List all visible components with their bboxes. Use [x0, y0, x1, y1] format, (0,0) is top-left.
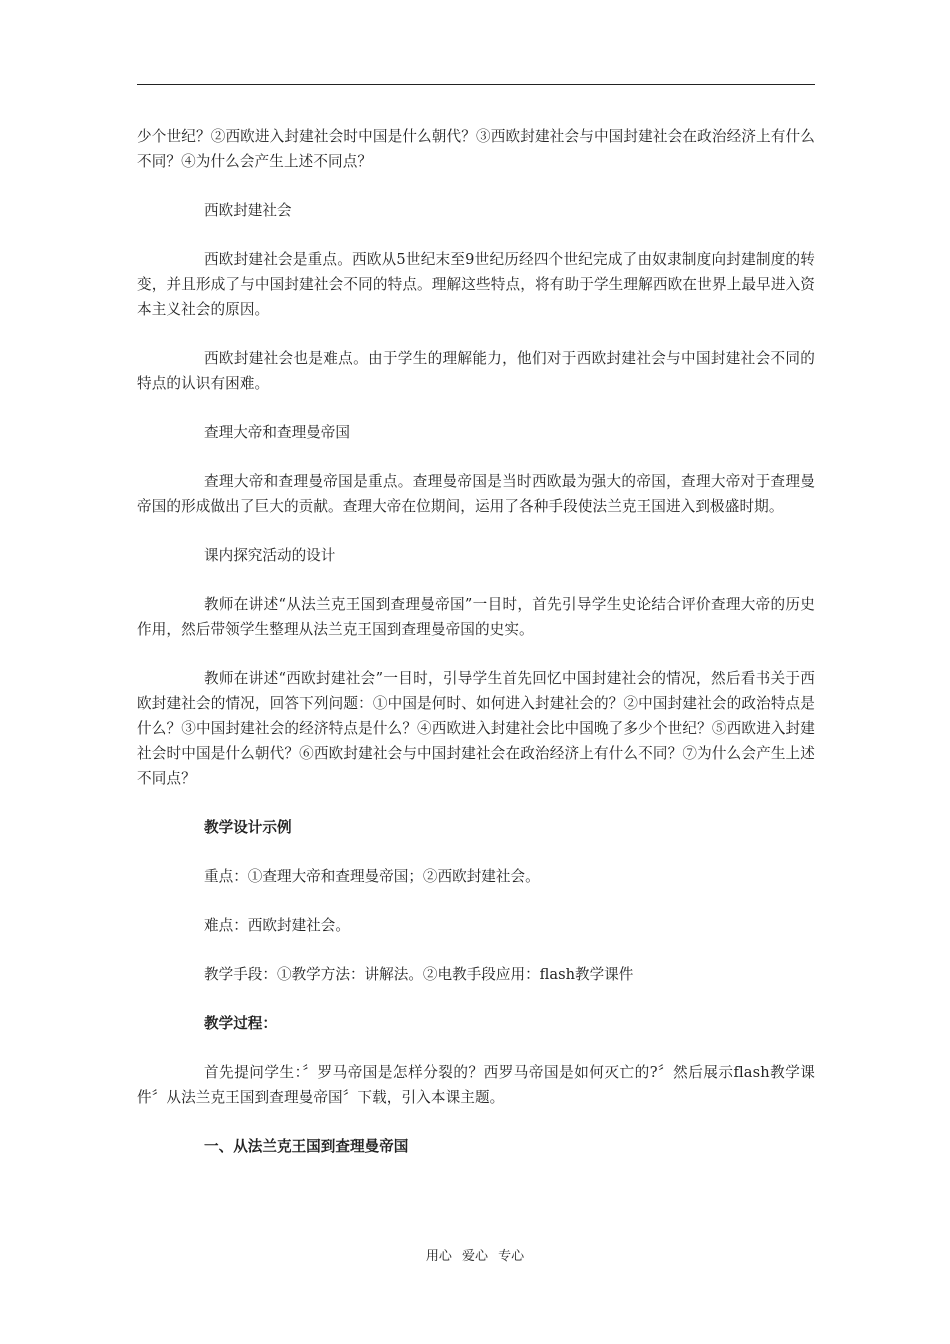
heading-section-one: 一、从法兰克王国到查理曼帝国: [204, 1138, 409, 1155]
heading-teaching-design-example: 教学设计示例: [204, 819, 292, 836]
heading-inquiry-activity: 课内探究活动的设计: [204, 547, 336, 564]
paragraph-key-points: 重点：①查理大帝和查理曼帝国；②西欧封建社会。: [204, 868, 540, 885]
paragraph-activity-feudal: 教师在讲述“西欧封建社会”一目时，引导学生首先回忆中国封建社会的情况，然后看书关于西欧封建社会的情况，回答下列问题：①中国是何时、如何进入封建社会的？②中国封建社会的政治特点是什么？③中国封建社会的经济特点是什么？④西欧进入封建社会比中国晚了多少个世纪？⑤西欧进入封建社会时中国是什么朝代？⑥西欧封建社会与中国封建社会在政治经济上有什么不同？⑦为什么会产生上述不同点？: [137, 670, 815, 787]
paragraph-key-point-charlemagne: 查理大帝和查理曼帝国是重点。查理曼帝国是当时西欧最为强大的帝国，查理大帝对于查理曼帝国的形成做出了巨大的贡献。查理大帝在位期间，运用了各种手段使法兰克王国进入到极盛时期。: [137, 473, 815, 515]
paragraph-difficulty-feudal: 西欧封建社会也是难点。由于学生的理解能力，他们对于西欧封建社会与中国封建社会不同的特点的认识有困难。: [137, 350, 815, 392]
heading-teaching-process: 教学过程：: [204, 1015, 277, 1032]
header-rule: [137, 84, 815, 85]
document-body: [137, 124, 815, 1183]
paragraph-difficult-points: 难点：西欧封建社会。: [204, 917, 350, 934]
page-footer: 用心 爱心 专心: [425, 1249, 525, 1264]
paragraph-key-point-feudal: 西欧封建社会是重点。西欧从5世纪末至9世纪历经四个世纪完成了由奴隶制度向封建制度的转变，并且形成了与中国封建社会不同的特点。理解这些特点，将有助于学生理解西欧在世界上最早进入资本主义社会的原因。: [137, 251, 815, 318]
paragraph-activity-frankish: 教师在讲述“从法兰克王国到查理曼帝国”一目时，首先引导学生史论结合评价查理大帝的历史作用，然后带领学生整理从法兰克王国到查理曼帝国的史实。: [137, 596, 815, 638]
heading-charlemagne: 查理大帝和查理曼帝国: [204, 424, 350, 441]
paragraph-introduction: 首先提问学生：〞罗马帝国是怎样分裂的？西罗马帝国是如何灭亡的?〞然后展示flash教学课件〞从法兰克王国到查理曼帝国〞下载，引入本课主题。: [137, 1064, 815, 1106]
paragraph-teaching-means: 教学手段：①教学方法：讲解法。②电教手段应用：flash教学课件: [204, 966, 634, 983]
heading-western-feudal-society: 西欧封建社会: [204, 202, 292, 219]
paragraph-questions-continued: 少个世纪？②西欧进入封建社会时中国是什么朝代？③西欧封建社会与中国封建社会在政治经济上有什么不同？④为什么会产生上述不同点？: [137, 128, 815, 170]
